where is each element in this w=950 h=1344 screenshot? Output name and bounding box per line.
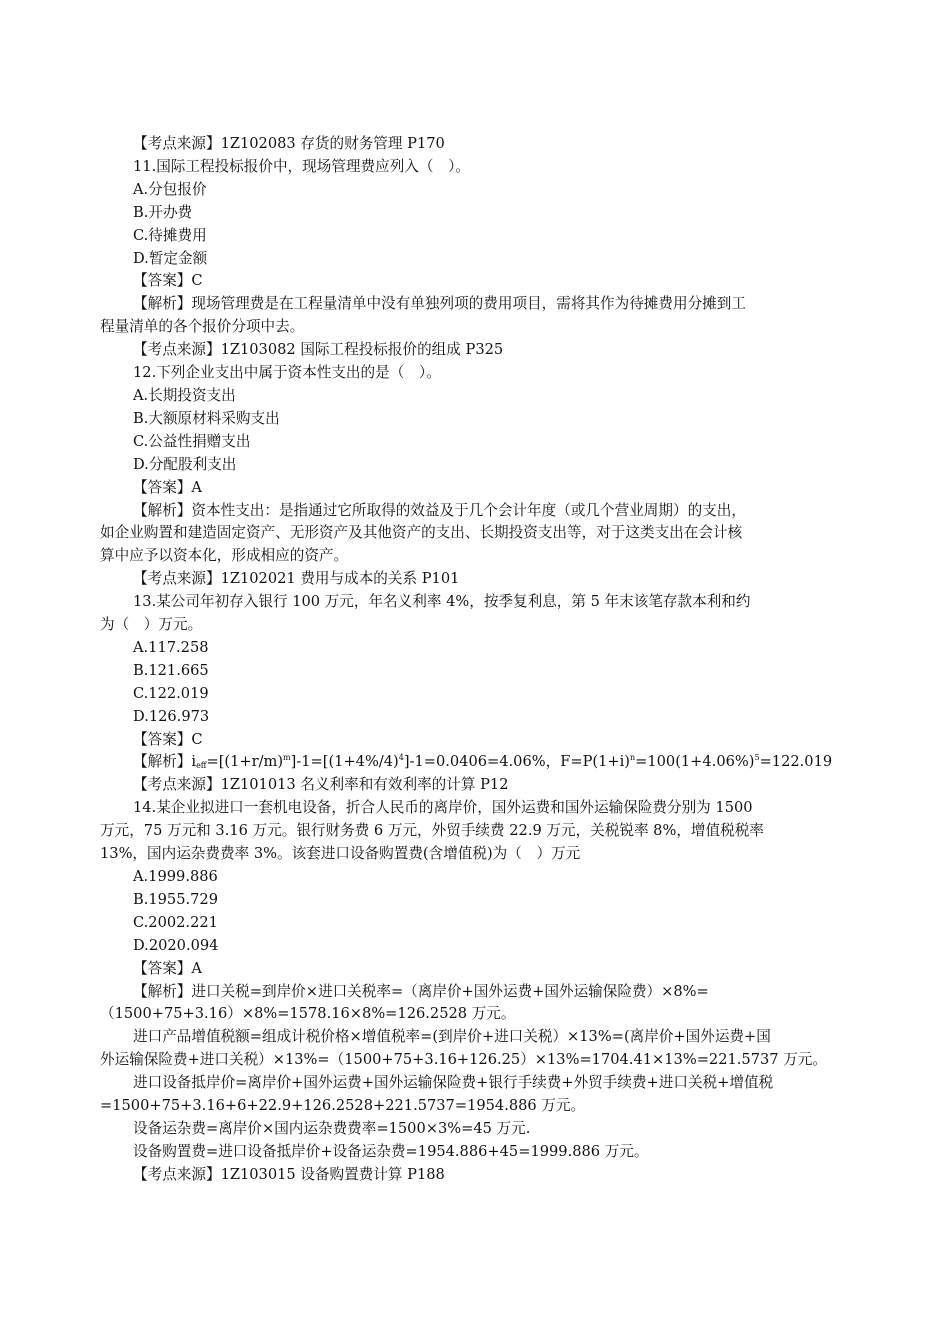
text-line-q14od: D.2020.094 [133, 936, 219, 954]
text-line-q12: 12.下列企业支出中属于资本性支出的是（ ）。 [133, 364, 441, 382]
text-line-ans12: 【答案】A [133, 478, 202, 496]
text-line-q13a: 13.某公司年初存入银行 100 万元，年名义利率 4%，按季复利息，第 5 年末该笔存款本利和约 [133, 593, 751, 611]
formula-label: 【解析】 [133, 753, 192, 771]
text-line-exp14g: 设备运杂费=离岸价×国内运杂费费率=1500×3%=45 万元. [133, 1119, 531, 1137]
text-line-exp11b: 程量清单的各个报价分项中去。 [100, 318, 305, 336]
formula-sup-m: m [283, 753, 291, 763]
formula-sup-4: 4 [398, 753, 404, 763]
text-line-q14oc: C.2002.221 [133, 913, 218, 931]
text-line-src10: 【考点来源】1Z102083 存货的财务管理 P170 [133, 135, 445, 152]
document-body [100, 133, 860, 1187]
text-line-q14oa: A.1999.886 [133, 868, 218, 885]
text-line-q13b: 为（ ）万元。 [100, 616, 203, 634]
text-line-q11d: D.暂定金额 [133, 249, 208, 267]
text-line-q13od: D.126.973 [133, 707, 210, 725]
text-line-exp12b: 如企业购置和建造固定资产、无形资产及其他资产的支出、长期投资支出等，对于这类支出在会计核 [100, 524, 743, 542]
text-line-src12: 【考点来源】1Z102021 费用与成本的关系 P101 [133, 570, 460, 588]
formula-part-1: =[(1+r/m) [206, 753, 284, 771]
text-line-q12a: A.长期投资支出 [133, 386, 236, 404]
text-line-q14c: 13%，国内运杂费费率 3%。该套进口设备购置费(含增值税)为（ ）万元 [100, 845, 581, 863]
text-line-src14: 【考点来源】1Z103015 设备购置费计算 P188 [133, 1165, 445, 1183]
formula-part-2: ]-1=[(1+4%/4) [290, 753, 399, 771]
text-line-q11a: A.分包报价 [133, 180, 207, 198]
text-line-q14b: 万元，75 万元和 3.16 万元。银行财务费 6 万元，外贸手续费 22.9 万元，关税锐率 8%，增值税税率 [100, 822, 764, 840]
text-line-ans13: 【答案】C [133, 730, 203, 748]
formula-part-5: =122.019 [759, 753, 833, 771]
text-line-q12d: D.分配股利支出 [133, 455, 237, 473]
formula-sup-n: n [629, 753, 636, 763]
text-line-exp14a: 【解析】进口关税=到岸价×进口关税率=（离岸价+国外运费+国外运输保险费）×8%= [133, 982, 709, 1000]
text-block-1 [100, 133, 860, 751]
text-line-src13: 【考点来源】1Z101013 名义利率和有效利率的计算 P12 [133, 776, 509, 794]
text-line-q12b: B.大额原材料采购支出 [133, 409, 280, 427]
text-line-exp14d: 外运输保险费+进口关税）×13%=（1500+75+3.16+126.25）×13%=1704.41×13%=221.5737 万元。 [100, 1051, 827, 1069]
text-line-q11: 11.国际工程投标报价中，现场管理费应列入（ ）。 [133, 157, 470, 175]
formula-sub-eff: eff [196, 761, 207, 771]
formula-line-13 [100, 751, 860, 774]
text-line-src11: 【考点来源】1Z103082 国际工程投标报价的组成 P325 [133, 341, 504, 359]
text-line-exp14f: =1500+75+3.16+6+22.9+126.2528+221.5737=1954.886 万元。 [100, 1097, 586, 1115]
formula-sup-5: 5 [754, 753, 760, 763]
formula-i: i [191, 753, 197, 771]
text-line-q13oc: C.122.019 [133, 684, 209, 702]
formula-part-3: ]-1=0.0406=4.06%，F=P(1+i) [403, 753, 630, 771]
text-line-q11b: B.开办费 [133, 203, 193, 221]
text-line-q13oa: A.117.258 [133, 638, 209, 656]
text-line-ans11: 【答案】C [133, 272, 203, 290]
text-line-exp14b: （1500+75+3.16）×8%=1578.16×8%=126.2528 万元。 [100, 1005, 516, 1023]
text-block-2 [100, 774, 860, 1186]
formula-part-4: =100(1+4.06%) [635, 753, 755, 771]
text-line-exp12c: 算中应予以资本化，形成相应的资产。 [100, 547, 349, 565]
text-line-exp14h: 设备购置费=进口设备抵岸价+设备运杂费=1954.886+45=1999.886 万元。 [133, 1142, 649, 1160]
text-line-exp12a: 【解析】资本性支出：是指通过它所取得的效益及于几个会计年度（或几个营业周期）的支出， [133, 501, 746, 519]
text-line-q13ob: B.121.665 [133, 661, 209, 679]
text-line-q14a: 14.某企业拟进口一套机电设备，折合人民币的离岸价，国外运费和国外运输保险费分别为 1500 [133, 799, 753, 817]
text-line-q14ob: B.1955.729 [133, 890, 218, 908]
text-line-q12c: C.公益性捐赠支出 [133, 432, 251, 450]
text-line-exp14e: 进口设备抵岸价=离岸价+国外运费+国外运输保险费+银行手续费+外贸手续费+进口关税+增值税 [133, 1074, 774, 1092]
text-line-exp14c: 进口产品增值税额=组成计税价格×增值税率=(到岸价+进口关税）×13%=(离岸价+国外运费+国 [133, 1028, 771, 1046]
text-line-exp11a: 【解析】现场管理费是在工程量清单中没有单独列项的费用项目，需将其作为待摊费用分摊到工 [133, 295, 746, 313]
text-line-q11c: C.待摊费用 [133, 226, 207, 244]
text-line-ans14: 【答案】A [133, 959, 202, 977]
